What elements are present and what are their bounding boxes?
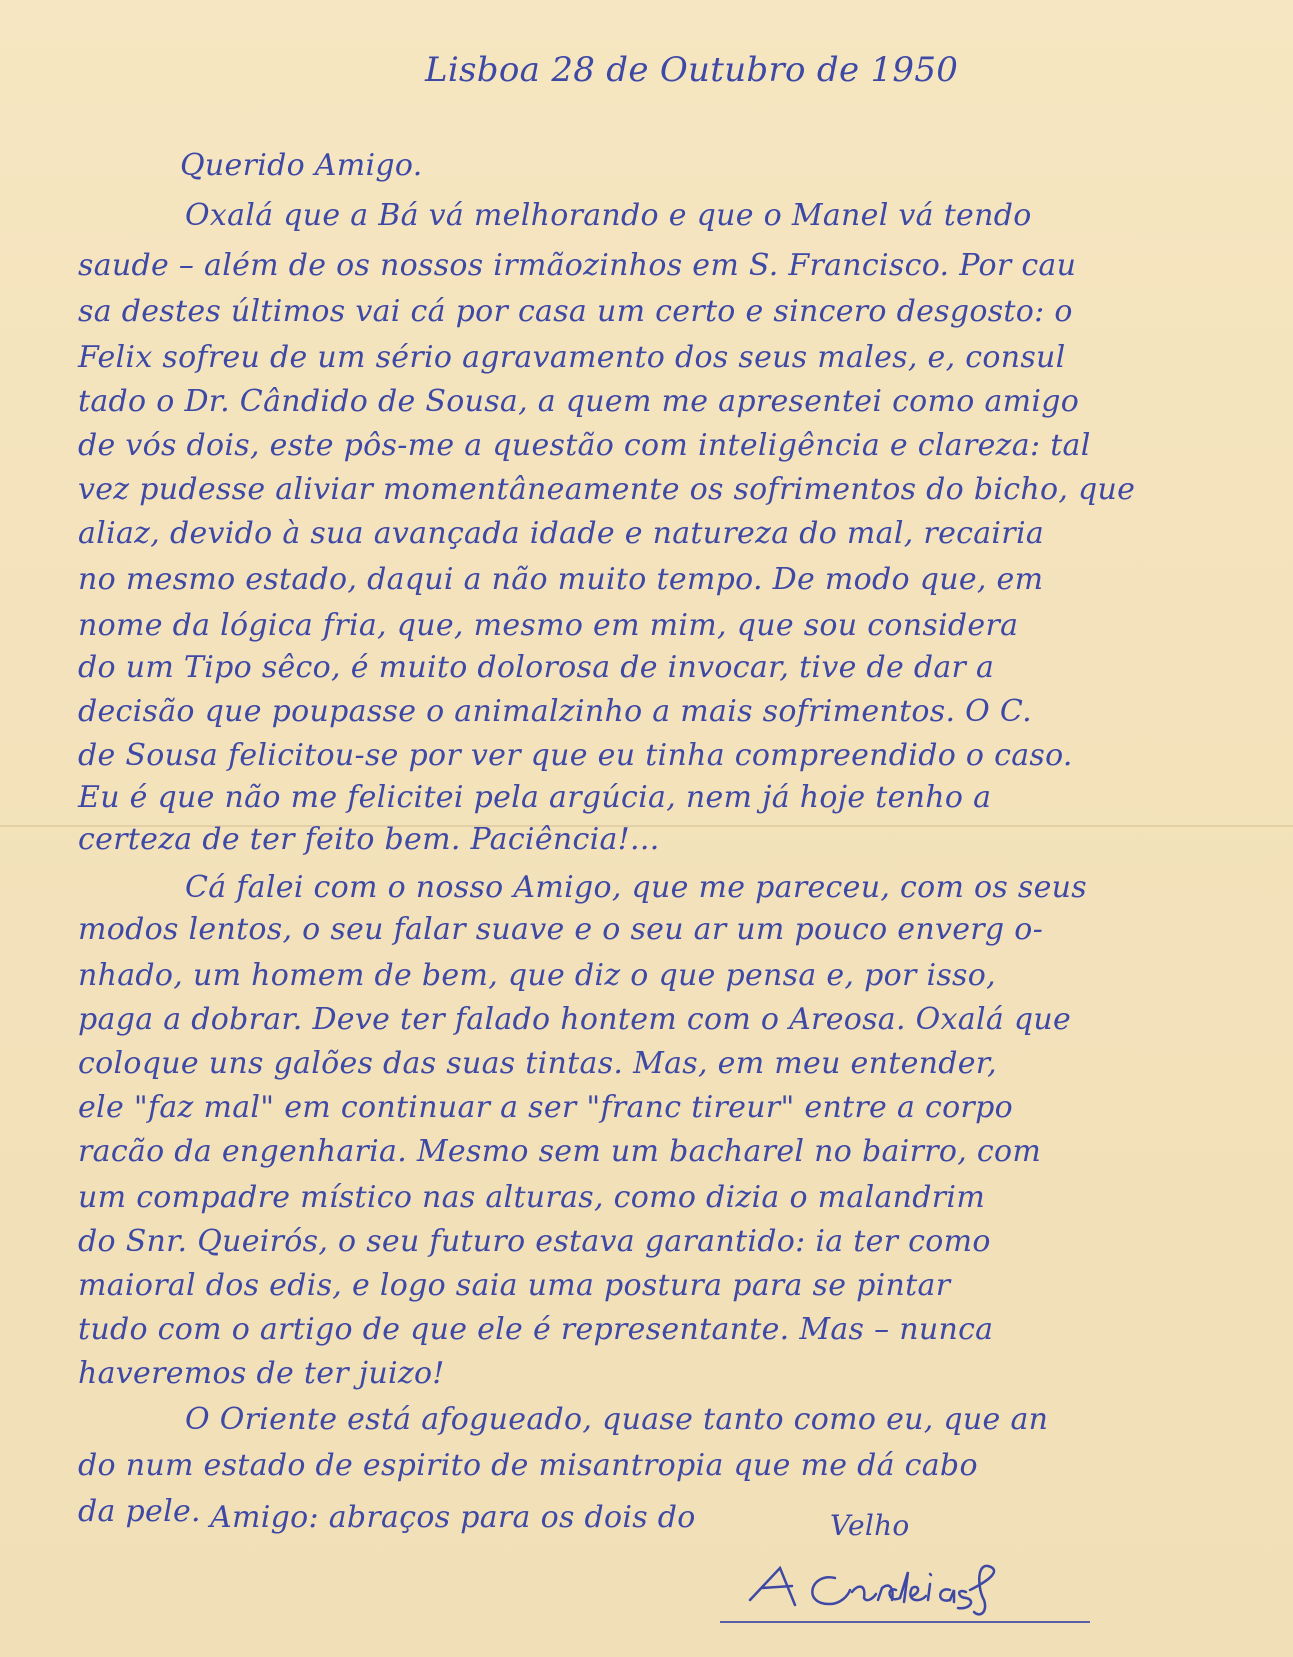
closing-line: Amigo: abraços para os dois do (210, 1500, 696, 1535)
body-line: no mesmo estado, daqui a não muito tempo. De modo que, em (78, 562, 1044, 597)
body-line: haveremos de ter juizo! (78, 1356, 445, 1391)
body-line: paga a dobrar. Deve ter falado hontem com o Areosa. Oxalá que (78, 1002, 1072, 1037)
body-line: ele "faz mal" em continuar a ser "franc tireur" entre a corpo (78, 1090, 1013, 1125)
body-line: Oxalá que a Bá vá melhorando e que o Manel vá tendo (185, 198, 1032, 233)
body-line: coloque uns galões das suas tintas. Mas, em meu entender, (78, 1046, 997, 1081)
body-line: Cá falei com o nosso Amigo, que me pareceu, com os seus (185, 870, 1087, 905)
handwritten-signature (740, 1560, 1060, 1620)
body-line: tudo com o artigo de que ele é representante. Mas – nunca (78, 1312, 994, 1347)
body-line: certeza de ter feito bem. Paciência!... (78, 822, 660, 857)
body-line: do num estado de espirito de misantropia que me dá cabo (78, 1448, 978, 1483)
body-line: da pele. (78, 1494, 201, 1529)
body-line: maioral dos edis, e logo saia uma postura para se pintar (78, 1268, 951, 1303)
body-line: Eu é que não me felicitei pela argúcia, nem já hoje tenho a (78, 780, 992, 815)
body-line: tado o Dr. Cândido de Sousa, a quem me apresentei como amigo (78, 384, 1080, 419)
body-line: modos lentos, o seu falar suave e o seu ar um pouco enverg o- (78, 912, 1044, 947)
letter-date: Lisboa 28 de Outubro de 1950 (425, 50, 959, 90)
body-line: vez pudesse aliviar momentâneamente os sofrimentos do bicho, que (78, 472, 1136, 507)
body-line: nome da lógica fria, que, mesmo em mim, que sou considera (78, 608, 1019, 643)
body-line: de Sousa felicitou-se por ver que eu tinha compreendido o caso. (78, 738, 1073, 773)
body-line: saude – além de os nossos irmãozinhos em S. Francisco. Por cau (78, 248, 1077, 283)
body-line: Felix sofreu de um sério agravamento dos seus males, e, consul (78, 340, 1066, 375)
body-line: um compadre místico nas alturas, como dizia o malandrim (78, 1180, 986, 1215)
salutation: Querido Amigo. (180, 148, 423, 183)
body-line: do Snr. Queirós, o seu futuro estava garantido: ia ter como (78, 1224, 991, 1259)
body-line: aliaz, devido à sua avançada idade e natureza do mal, recairia (78, 516, 1045, 551)
body-line: nhado, um homem de bem, que diz o que pensa e, por isso, (78, 958, 996, 993)
closing-word: Velho (830, 1509, 910, 1542)
body-line: O Oriente está afogueado, quase tanto como eu, que an (185, 1402, 1049, 1437)
signature-underline (720, 1621, 1090, 1623)
body-line: racão da engenharia. Mesmo sem um bacharel no bairro, com (78, 1134, 1042, 1169)
body-line: do um Tipo sêco, é muito dolorosa de invocar, tive de dar a (78, 650, 995, 685)
body-line: de vós dois, este pôs-me a questão com inteligência e clareza: tal (78, 428, 1091, 463)
body-line: decisão que poupasse o animalzinho a mais sofrimentos. O C. (78, 694, 1032, 729)
body-line: sa destes últimos vai cá por casa um certo e sincero desgosto: o (78, 294, 1073, 329)
